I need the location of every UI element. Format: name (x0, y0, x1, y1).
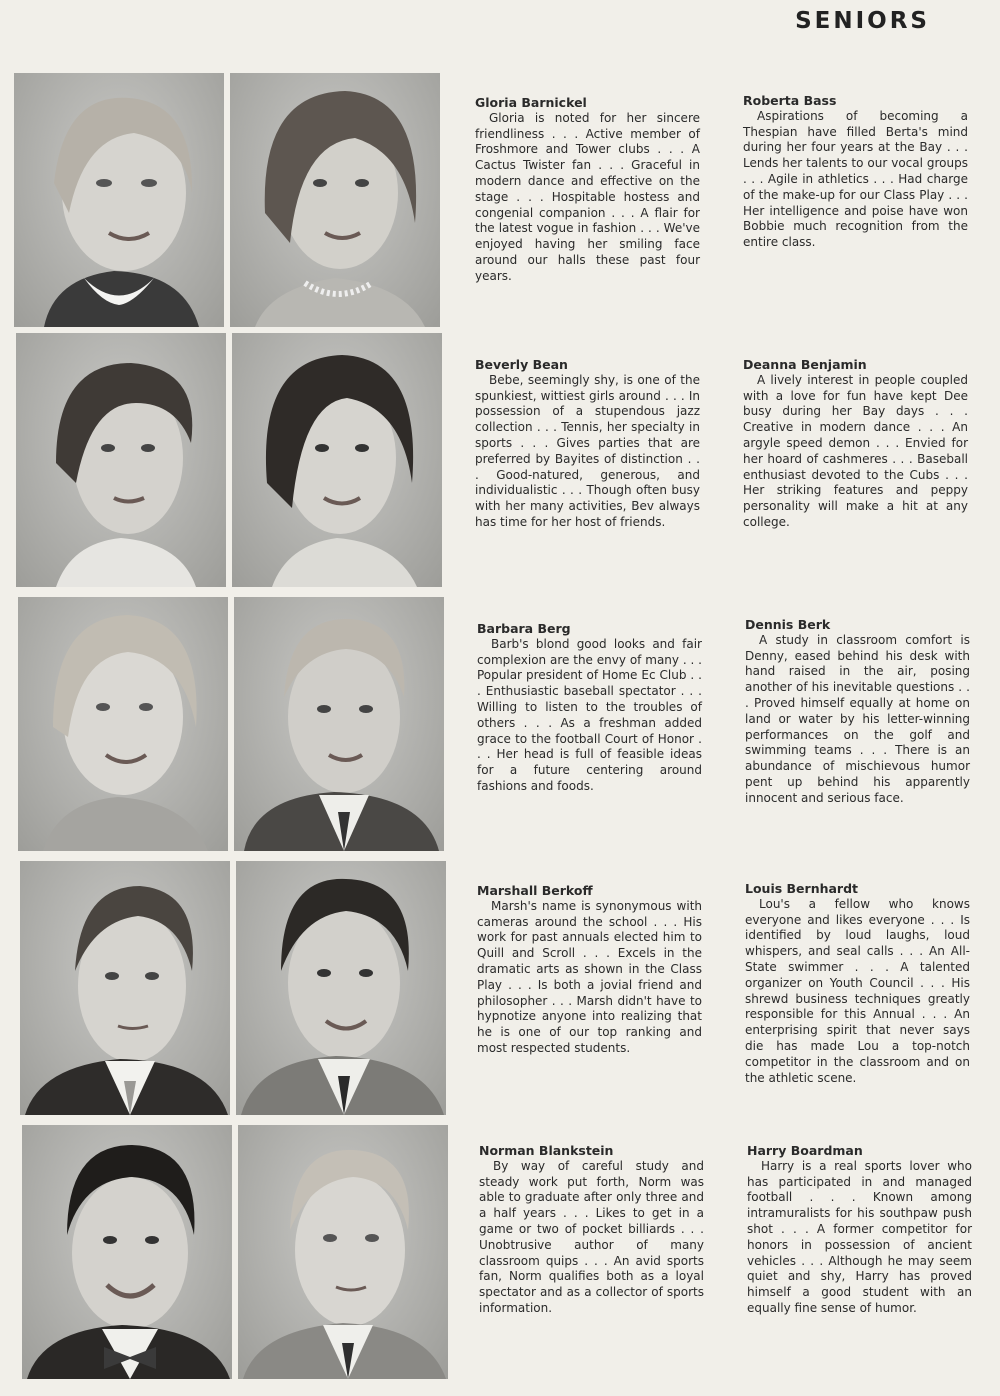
senior-name: Deanna Benjamin (743, 357, 867, 372)
senior-row (0, 73, 1000, 333)
portrait-photo (236, 861, 446, 1115)
senior-bio (747, 1143, 972, 1317)
senior-description: Lou's a fellow who knows everyone and likes everyone . . . Is identified by loud laughs, loud whispers, and seal calls . . . An All-State swimmer . . . A talented organizer on Youth Council . . . His shrewd business techniques greatly responsible for this Annual . . . An enterprising spirit that never says die has made Lou a top-notch competitor in the classroom and on the athletic scene. (745, 896, 970, 1085)
senior-name: Harry Boardman (747, 1143, 863, 1158)
portrait-photo (14, 73, 224, 327)
senior-name: Norman Blankstein (479, 1143, 614, 1158)
senior-description: Harry is a real sports lover who has participated in and managed football . . . Known among intramuralists for his southpaw push shot . . . A former competitor for honors in possession of ancient vehicles . . . Although he may seem quiet and shy, Harry has proved himself a good student with an equally fine sense of humor. (747, 1158, 972, 1315)
portrait-photo (20, 861, 230, 1115)
senior-description: Barb's blond good looks and fair complexion are the envy of many . . . Popular president of Home Ec Club . . . Enthusiastic baseball spectator . . . Willing to listen to the troubles of others . . . As a freshman added grace to the football Court of Honor . . . Her head is full of feasible ideas for a future centering around fashions and foods. (477, 636, 702, 793)
senior-description: Aspirations of becoming a Thespian have filled Berta's mind during her four years at the Bay . . . Lends her talents to our vocal groups . . . Agile in athletics . . . Had charge of the make-up for our Class Play . . . Her intelligence and poise have won Bobbie much recognition from the entire class. (743, 108, 968, 250)
portrait-photo (238, 1125, 448, 1379)
senior-description: Marsh's name is synonymous with cameras around the school . . . His work for past annuals elected him to Quill and Scroll . . . Excels in the dramatic arts as shown in the Class Play . . . Is both a jovial friend and philosopher . . . Marsh didn't have to hypnotize anyone into realizing that he is one of our top ranking and most respected students. (477, 898, 702, 1055)
senior-name: Roberta Bass (743, 93, 837, 108)
senior-bio (743, 357, 968, 531)
senior-name: Marshall Berkoff (477, 883, 593, 898)
senior-bio (745, 617, 970, 807)
senior-description: Bebe, seemingly shy, is one of the spunkiest, wittiest girls around . . . In possession of a stupendous jazz collection . . . Tennis, her specialty in sports . . . Gives parties that are preferred by Bayites of distinction . . . Good-natured, generous, and individualistic . . . Though often busy with her many activities, Bev always has time for her host of friends. (475, 372, 700, 529)
senior-description: Gloria is noted for her sincere friendliness . . . Active member of Froshmore and Tower clubs . . . A Cactus Twister fan . . . Graceful in modern dance and effective on the stage . . . Hospitable hostess and congenial companion . . . A flair for the latest vogue in fashion . . . We've enjoyed having her smiling face around our halls these past four years. (475, 110, 700, 283)
portrait-photo (232, 333, 442, 587)
senior-bio (479, 1143, 704, 1317)
senior-row (0, 1125, 1000, 1385)
senior-bio (743, 93, 968, 251)
portrait-photo (230, 73, 440, 327)
senior-bio (745, 881, 970, 1086)
senior-description: By way of careful study and steady work put forth, Norm was able to graduate after only three and a half years . . . Likes to get in a game or two of pocket billiards . . . Unobtrusive author of many classroom quips . . . An avid sports fan, Norm qualifies both as a loyal spectator and as a collector of sports information. (479, 1158, 704, 1315)
senior-description: A lively interest in people coupled with a love for fun have kept Dee busy during her Bay days . . . Creative in modern dance . . . An argyle speed demon . . . Envied for her hoard of cashmeres . . . Baseball enthusiast devoted to the Cubs . . . Her striking features and peppy personality will make a hit at any college. (743, 372, 968, 529)
senior-description: A study in classroom comfort is Denny, eased behind his desk with hand raised in the air, posing another of his inevitable questions . . . Proved himself equally at home on land or water by his letter-winning performances on the golf and swimming teams . . . There is an abundance of mischievous humor pent up behind his apparently innocent and serious face. (745, 632, 970, 805)
senior-name: Barbara Berg (477, 621, 571, 636)
senior-name: Beverly Bean (475, 357, 568, 372)
portrait-photo (22, 1125, 232, 1379)
senior-name: Dennis Berk (745, 617, 831, 632)
portrait-photo (18, 597, 228, 851)
senior-row (0, 333, 1000, 593)
section-title: SENIORS (795, 8, 930, 34)
senior-row (0, 861, 1000, 1121)
senior-name: Louis Bernhardt (745, 881, 859, 896)
portrait-photo (234, 597, 444, 851)
portrait-photo (16, 333, 226, 587)
senior-bio (475, 357, 700, 531)
senior-bio (477, 621, 702, 795)
senior-row (0, 597, 1000, 857)
senior-name: Gloria Barnickel (475, 95, 587, 110)
senior-bio (475, 95, 700, 285)
senior-bio (477, 883, 702, 1057)
